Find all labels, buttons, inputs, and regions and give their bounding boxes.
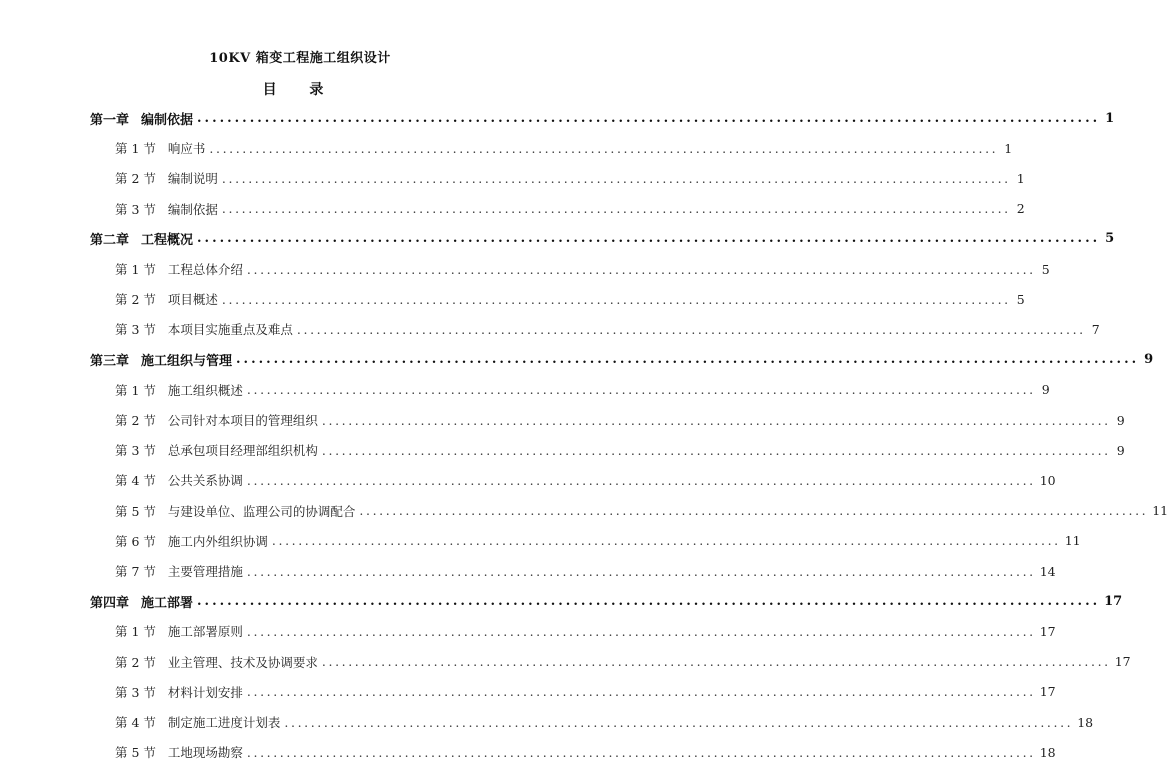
toc-dot-leader: ........................................................................................................................: [246, 684, 1036, 700]
toc-dot-leader: ........................................................................................................................: [236, 352, 1140, 368]
toc-entry-number: 第 2 节: [115, 171, 156, 187]
toc-entry-title: 项目概述: [167, 292, 218, 308]
toc-dot-leader: ........................................................................................................................: [197, 110, 1101, 126]
toc-dot-leader: ........................................................................................................................: [321, 654, 1111, 670]
toc-page-number: 5: [1105, 231, 1115, 247]
toc-page-number: 7: [1091, 321, 1100, 337]
toc-page-number: 14: [1039, 563, 1056, 579]
toc-entry-number: 第 2 节: [115, 413, 156, 428]
toc-page-number: 18: [1077, 714, 1094, 730]
toc-entry-number: 第 4 节: [115, 715, 156, 730]
toc-entry-label: [115, 320, 293, 338]
toc-section-entry[interactable]: [115, 314, 1100, 344]
toc-section-entry[interactable]: [115, 254, 1050, 284]
toc-entry-title: 工程概况: [141, 233, 194, 249]
toc-entry-label: [115, 653, 318, 671]
toc-entry-number: 第一章: [90, 112, 130, 128]
toc-entry-label: [90, 229, 193, 248]
toc-entry-number: 第二章: [90, 233, 130, 249]
toc-entry-label: [115, 743, 243, 761]
toc-dot-leader: ........................................................................................................................: [271, 533, 1061, 549]
toc-section-entry[interactable]: [115, 677, 1056, 707]
toc-entry-label: [115, 200, 218, 218]
toc-page-number: 17: [1039, 684, 1056, 700]
toc-dot-leader: ........................................................................................................................: [296, 321, 1086, 337]
toc-entry-label: [115, 290, 218, 308]
toc-entry-number: 第 3 节: [115, 201, 156, 217]
toc-section-entry[interactable]: [115, 284, 1025, 314]
toc-section-entry[interactable]: [115, 194, 1025, 224]
toc-section-entry[interactable]: [115, 133, 1013, 163]
toc-page-number: 1: [1105, 110, 1115, 126]
toc-entry-number: 第四章: [90, 595, 130, 611]
toc-entry-label: [115, 502, 355, 520]
toc-entry-number: 第 5 节: [115, 745, 156, 761]
toc-page-number: 10: [1039, 472, 1056, 488]
toc-dot-leader: ........................................................................................................................: [246, 261, 1036, 277]
toc-chapter-entry[interactable]: [90, 586, 1123, 616]
toc-entry-number: 第 5 节: [115, 503, 156, 519]
toc-chapter-entry[interactable]: [90, 345, 1154, 375]
toc-entry-number: 第 7 节: [115, 564, 156, 579]
toc-dot-leader: ........................................................................................................................: [221, 170, 1011, 186]
toc-entry-number: 第 6 节: [115, 533, 156, 549]
toc-dot-leader: ........................................................................................................................: [284, 714, 1074, 730]
toc-entry-title: 业主管理、技术及协调要求: [167, 654, 318, 670]
toc-dot-leader: ........................................................................................................................: [246, 623, 1036, 639]
toc-entry-label: [115, 471, 243, 489]
toc-dot-leader: ........................................................................................................................: [197, 593, 1101, 609]
toc-entry-number: 第 1 节: [115, 624, 156, 640]
toc-entry-label: [115, 683, 243, 701]
toc-entry-title: 制定施工进度计划表: [167, 715, 281, 730]
toc-dot-leader: ........................................................................................................................: [221, 291, 1011, 307]
toc-entry-label: [90, 109, 193, 128]
toc-page-number: 11: [1064, 533, 1081, 549]
toc-dot-leader: ........................................................................................................................: [246, 563, 1036, 579]
toc-heading: 目 录: [262, 82, 338, 98]
toc-page-number: 9: [1144, 352, 1154, 368]
toc-page-number: 9: [1116, 442, 1125, 458]
toc-entry-title: 公共关系协调: [167, 473, 243, 489]
toc-section-entry[interactable]: [115, 707, 1094, 737]
toc-entry-label: [115, 381, 243, 399]
toc-entry-title: 编制依据: [167, 201, 218, 217]
toc-entry-label: [115, 562, 243, 580]
toc-page-number: 1: [1004, 140, 1013, 156]
toc-entry-title: 施工内外组织协调: [167, 533, 268, 549]
toc-entry-title: 编制依据: [141, 112, 194, 128]
toc-page-number: 5: [1016, 291, 1025, 307]
toc-section-entry[interactable]: [115, 163, 1025, 193]
toc-entry-number: 第 3 节: [115, 322, 156, 338]
toc-entry-title: 工程总体介绍: [167, 262, 243, 277]
toc-dot-leader: ........................................................................................................................: [359, 503, 1149, 519]
toc-entry-number: 第 2 节: [115, 292, 156, 308]
toc-chapter-entry[interactable]: [90, 103, 1115, 133]
toc-entry-title: 主要管理措施: [167, 564, 243, 579]
toc-dot-leader: ........................................................................................................................: [246, 472, 1036, 488]
toc-section-entry[interactable]: [115, 647, 1131, 677]
toc-entry-title: 材料计划安排: [167, 684, 243, 700]
toc-dot-leader: ........................................................................................................................: [246, 382, 1036, 398]
toc-entry-title: 施工组织概述: [167, 382, 243, 398]
toc-entry-label: [90, 592, 193, 611]
toc-dot-leader: ........................................................................................................................: [321, 412, 1111, 428]
toc-entry-label: [115, 260, 243, 278]
toc-section-entry[interactable]: [115, 616, 1056, 646]
toc-entry-label: [115, 441, 318, 459]
toc-chapter-entry[interactable]: [90, 224, 1115, 254]
toc-entry-title: 施工部署: [141, 595, 194, 611]
toc-entry-label: [115, 169, 218, 187]
toc-section-entry[interactable]: [115, 496, 1168, 526]
toc-entry-label: [90, 350, 232, 369]
toc-entry-label: [115, 532, 268, 550]
toc-entry-number: 第 3 节: [115, 443, 156, 459]
document-title: 10KV 箱变工程施工组织设计: [209, 51, 391, 66]
toc-section-entry[interactable]: [115, 405, 1125, 435]
toc-page-number: 1: [1016, 170, 1025, 186]
toc-page-number: 9: [1041, 382, 1050, 398]
toc-dot-leader: ........................................................................................................................: [221, 201, 1011, 217]
toc-entry-label: [115, 713, 280, 731]
toc-entry-number: 第 4 节: [115, 473, 156, 489]
toc-entry-label: [115, 139, 205, 157]
toc-entry-label: [115, 411, 318, 429]
toc-page-number: 5: [1041, 261, 1050, 277]
toc-dot-leader: ........................................................................................................................: [209, 140, 999, 156]
toc-page-number: 17: [1104, 593, 1123, 609]
toc-entry-number: 第 1 节: [115, 262, 156, 277]
toc-entry-number: 第 2 节: [115, 654, 156, 670]
toc-dot-leader: ........................................................................................................................: [246, 744, 1036, 760]
toc-section-entry[interactable]: [115, 556, 1056, 586]
toc-entry-number: 第 1 节: [115, 141, 156, 157]
toc-section-entry[interactable]: [115, 737, 1056, 767]
toc-dot-leader: ........................................................................................................................: [197, 231, 1101, 247]
toc-section-entry[interactable]: [115, 435, 1125, 465]
toc-entry-number: 第三章: [90, 354, 130, 370]
toc-entry-title: 响应书: [167, 141, 206, 157]
toc-entry-title: 工地现场勘察: [167, 745, 243, 761]
toc-entry-title: 总承包项目经理部组织机构: [167, 443, 318, 459]
toc-entry-title: 公司针对本项目的管理组织: [167, 413, 318, 428]
toc-entry-label: [115, 622, 243, 640]
toc-section-entry[interactable]: [115, 375, 1050, 405]
toc-page-number: 17: [1114, 654, 1131, 670]
toc-page-number: 11: [1152, 503, 1168, 519]
toc-dot-leader: ........................................................................................................................: [321, 442, 1111, 458]
toc-entry-title: 编制说明: [167, 171, 218, 187]
toc-entry-title: 与建设单位、监理公司的协调配合: [167, 503, 356, 519]
toc-page-number: 9: [1116, 412, 1125, 428]
toc-page-number: 2: [1016, 201, 1025, 217]
toc-entry-title: 本项目实施重点及难点: [167, 322, 293, 338]
toc-page-number: 18: [1039, 744, 1056, 760]
toc-entry-title: 施工组织与管理: [141, 354, 233, 370]
toc-section-entry[interactable]: [115, 526, 1081, 556]
toc-page-number: 17: [1039, 623, 1056, 639]
toc-entry-title: 施工部署原则: [167, 624, 243, 640]
toc-section-entry[interactable]: [115, 465, 1056, 495]
toc-entry-number: 第 3 节: [115, 684, 156, 700]
toc-entry-number: 第 1 节: [115, 382, 156, 398]
